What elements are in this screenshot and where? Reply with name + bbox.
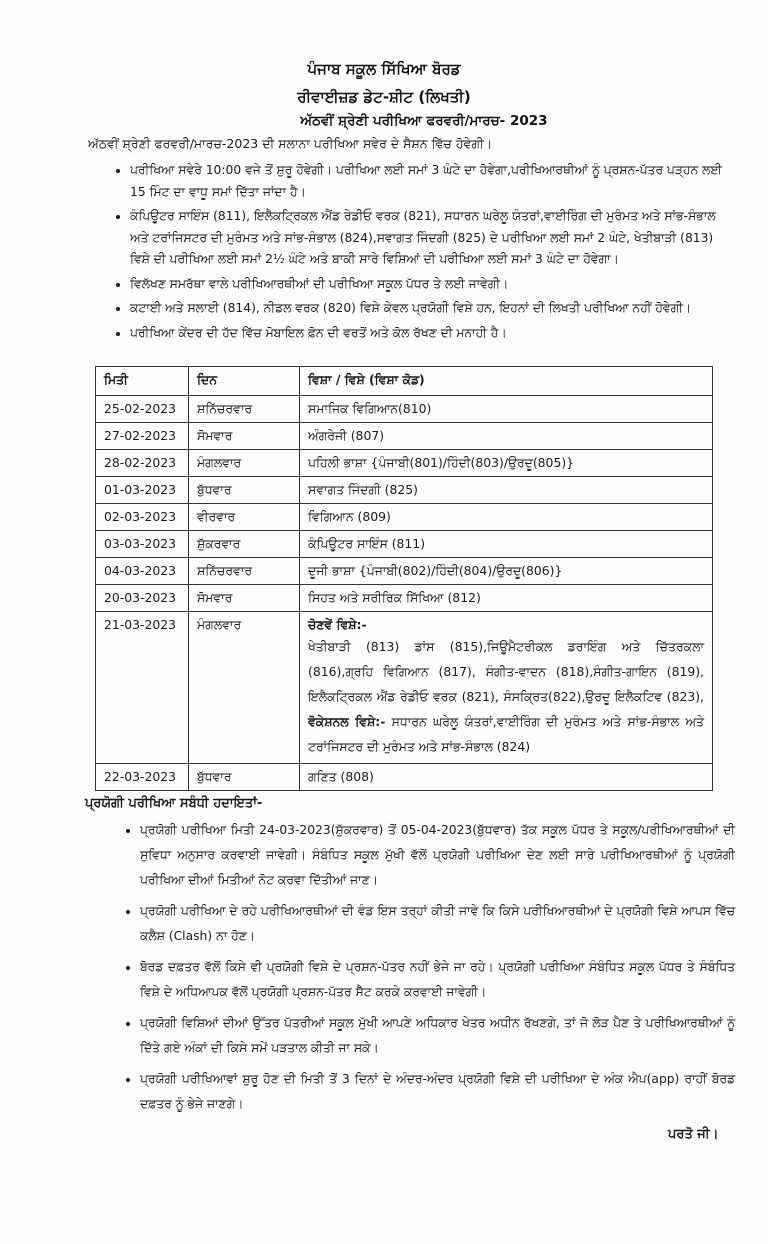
sheet-title: ਰੀਵਾਈਜ਼ਡ ਡੇਟ-ਸ਼ੀਟ (ਲਿਖਤੀ) bbox=[297, 88, 471, 106]
row-subject: ਕੰਪਿਊਟਰ ਸਾਇੰਸ (811) bbox=[300, 531, 713, 558]
row-date: 02-03-2023 bbox=[96, 504, 189, 531]
instruction-item: • ਕੰਪਿਊਟਰ ਸਾਇੰਸ (811), ਇਲੈਕਟ੍ਰਿਕਲ ਐਂਡ ਰੇਡੀਓ ਵਰਕ (821), ਸਧਾਰਨ ਘਰੇਲੂ ਯੰਤਰਾਂ,ਵਾਈਰਿੰਗ ਦੀ ਮੁਰੰਮਤ ਅਤੇ ਸਾਂਭ-ਸੰਭਾਲ ਅਤੇ ਟਰਾਂਜਿਸਟਰ ਦੀ ਮੁਰੰਮਤ ਅਤੇ ਸਾਂਭ-ਸੰਭਾਲ (824),ਸਵਾਗਤ ਜਿੰਦਗੀ (825) ਦੇ ਪਰੀਖਿਆ ਲਈ ਸਮਾਂ 2 ਘੰਟੇ, ਖੇਤੀਬਾੜੀ (813) ਵਿਸ਼ੇ ਦੀ ਪਰੀਖਿਆ ਲਈ ਸਮਾਂ 2½ ਘੰਟੇ ਅਤੇ ਬਾਕੀ ਸਾਰੇ ਵਿਸ਼ਿਆਂ ਦੀ ਪਰੀਖਿਆ ਲਈ ਸਮਾਂ 3 ਘੰਟੇ ਦਾ ਹੋਵੇਗਾ। bbox=[130, 206, 730, 271]
row-subject: ਵਿਗਿਆਨ (809) bbox=[300, 504, 713, 531]
row-day: ਮੰਗਲਵਾਰ bbox=[189, 612, 300, 764]
instruction-item: • ਪਰੀਖਿਆ ਸਵੇਰੇ 10:00 ਵਜੇ ਤੋਂ ਸ਼ੁਰੂ ਹੋਵੇਗੀ। ਪਰੀਖਿਆ ਲਈ ਸਮਾਂ 3 ਘੰਟੇ ਦਾ ਹੋਵੇਗਾ,ਪਰੀਖਿਆਰਥੀਆਂ ਨੂੰ ਪ੍ਰਸ਼ਨ-ਪੱਤਰ ਪੜ੍ਹਨ ਲਈ 15 ਮਿੰਟ ਦਾ ਵਾਧੂ ਸਮਾਂ ਦਿੱਤਾ ਜਾਂਦਾ ਹੈ। bbox=[130, 160, 730, 203]
row-date: 04-03-2023 bbox=[96, 558, 189, 585]
row-day: ਸ਼ਨਿੱਚਰਵਾਰ bbox=[189, 396, 300, 423]
table-row bbox=[96, 423, 713, 450]
practical-instructions-list bbox=[118, 818, 735, 1123]
elective-heading: ਚੋਣਵੇਂ ਵਿਸ਼ੇ:- bbox=[308, 617, 367, 632]
practical-instruction-item: • ਪ੍ਰਯੋਗੀ ਪਰੀਖਿਆ ਮਿਤੀ 24-03-2023(ਸ਼ੁੱਕਰਵਾਰ) ਤੋਂ 05-04-2023(ਬੁੱਧਵਾਰ) ਤੱਕ ਸਕੂਲ ਪੱਧਰ ਤੇ ਸਕੂਲ/ਪਰੀਖਿਆਰਥੀਆਂ ਦੀ ਸੁਵਿਧਾ ਅਨੁਸਾਰ ਕਰਵਾਈ ਜਾਵੇਗੀ। ਸੰਬੰਧਿਤ ਸਕੂਲ ਮੁੱਖੀ ਵੱਲੋਂ ਪ੍ਰਯੋਗੀ ਪਰੀਖਿਆ ਦੇਣ ਲਈ ਸਾਰੇ ਪਰੀਖਿਆਰਥੀਆਂ ਨੂੰ ਪ੍ਰਯੋਗੀ ਪਰੀਖਿਆ ਦੀਆਂ ਮਿਤੀਆਂ ਨੋਟ ਕਰਵਾ ਦਿੱਤੀਆਂ ਜਾਣ। bbox=[140, 818, 735, 893]
elective-subjects bbox=[308, 634, 704, 759]
instruction-item: • ਵਿਲੱਖਣ ਸਮਰੱਥਾ ਵਾਲੇ ਪਰੀਖਿਆਰਥੀਆਂ ਦੀ ਪਰੀਖਿਆ ਸਕੂਲ ਪੱਧਰ ਤੇ ਲਈ ਜਾਵੇਗੀ। bbox=[130, 274, 730, 296]
header-day: ਦਿਨ bbox=[189, 367, 300, 396]
row-date: 27-02-2023 bbox=[96, 423, 189, 450]
elective-subject-list: ਖੇਤੀਬਾੜੀ (813) ਡਾਂਸ (815),ਜਿਊਮੈਟਰੀਕਲ ਡਰਾਇੰਗ ਅਤੇ ਚਿੱਤਰਕਲਾ (816),ਗ੍ਰਹਿ ਵਿਗਿਆਨ (817), ਸੰਗੀਤ-ਵਾਦਨ (818),ਸੰਗੀਤ-ਗਾਇਨ (819), ਇਲੈਕਟ੍ਰਿਕਲ ਐਂਡ ਰੇਡੀਓ ਵਰਕ (821), ਸੰਸਕ੍ਰਿਤ(822),ਉਰਦੂ ਇਲੈਕਟਿਵ (823), bbox=[308, 639, 704, 704]
table-row bbox=[96, 504, 713, 531]
row-subject: ਗਣਿਤ (808) bbox=[300, 764, 713, 791]
row-day: ਸੋਮਵਾਰ bbox=[189, 423, 300, 450]
row-date: 21-03-2023 bbox=[96, 612, 189, 764]
row-subject-electives bbox=[300, 612, 713, 764]
row-day: ਸੋਮਵਾਰ bbox=[189, 585, 300, 612]
table-row bbox=[96, 764, 713, 791]
row-date: 03-03-2023 bbox=[96, 531, 189, 558]
row-day: ਵੀਰਵਾਰ bbox=[189, 504, 300, 531]
table-row bbox=[96, 477, 713, 504]
vocational-subject-list: ਸਧਾਰਨ ਘਰੇਲੂ ਯੰਤਰਾਂ,ਵਾਈਰਿੰਗ ਦੀ ਮੁਰੰਮਤ ਅਤੇ ਸਾਂਭ-ਸੰਭਾਲ ਅਤੇ ਟਰਾਂਜਿਸਟਰ ਦੀ ਮੁਰੰਮਤ ਅਤੇ ਸਾਂਭ-ਸੰਭਾਲ (824) bbox=[308, 714, 704, 754]
table-header-row bbox=[96, 367, 713, 396]
practical-instructions-heading: ਪ੍ਰਯੋਗੀ ਪਰੀਖਿਆ ਸਬੰਧੀ ਹਦਾਇਤਾਂ- bbox=[85, 796, 263, 811]
table-row bbox=[96, 558, 713, 585]
row-day: ਬੁੱਧਵਾਰ bbox=[189, 477, 300, 504]
row-date: 25-02-2023 bbox=[96, 396, 189, 423]
table-row bbox=[96, 396, 713, 423]
date-sheet-table bbox=[95, 366, 713, 791]
table-row bbox=[96, 585, 713, 612]
instructions-list bbox=[108, 160, 730, 347]
please-turn-over: ਪਰਤੋ ਜੀ। bbox=[668, 1127, 719, 1142]
row-day: ਸ਼ਨਿੱਚਰਵਾਰ bbox=[189, 558, 300, 585]
row-day: ਬੁੱਧਵਾਰ bbox=[189, 764, 300, 791]
practical-instruction-item: • ਪ੍ਰਯੋਗੀ ਪਰੀਖਿਆ ਦੇ ਰਹੇ ਪਰੀਖਿਆਰਥੀਆਂ ਦੀ ਵੰਡ ਇਸ ਤਰ੍ਹਾਂ ਕੀਤੀ ਜਾਵੇ ਕਿ ਕਿਸੇ ਪਰੀਖਿਆਰਥੀਆਂ ਦੇ ਪ੍ਰਯੋਗੀ ਵਿਸ਼ੇ ਆਪਸ ਵਿੱਚ ਕਲੈਸ਼ (Clash) ਨਾ ਹੋਣ। bbox=[140, 899, 735, 949]
row-subject: ਅੰਗਰੇਜੀ (807) bbox=[300, 423, 713, 450]
table-row bbox=[96, 450, 713, 477]
header-date: ਮਿਤੀ bbox=[96, 367, 189, 396]
exam-title: ਅੱਠਵੀਂ ਸ਼੍ਰੇਣੀ ਪਰੀਖਿਆ ਫਰਵਰੀ/ਮਾਰਚ- 2023 bbox=[300, 113, 548, 129]
row-date: 20-03-2023 bbox=[96, 585, 189, 612]
board-name: ਪੰਜਾਬ ਸਕੂਲ ਸਿੱਖਿਆ ਬੋਰਡ bbox=[307, 60, 461, 78]
intro-text: ਅੱਠਵੀਂ ਸ਼੍ਰੇਣੀ ਫਰਵਰੀ/ਮਾਰਚ-2023 ਦੀ ਸਲਾਨਾ ਪਰੀਖਿਆ ਸਵੇਰ ਦੇ ਸੈਸ਼ਨ ਵਿੱਚ ਹੋਵੇਗੀ। bbox=[88, 136, 493, 151]
header-subject: ਵਿਸ਼ਾ / ਵਿਸ਼ੇ (ਵਿਸ਼ਾ ਕੋਡ) bbox=[300, 367, 713, 396]
table-row-electives bbox=[96, 612, 713, 764]
row-subject: ਦੂਜੀ ਭਾਸ਼ਾ {ਪੰਜਾਬੀ(802)/ਹਿੰਦੀ(804)/ਉਰਦੂ(806)} bbox=[300, 558, 713, 585]
practical-instruction-item: • ਪ੍ਰਯੋਗੀ ਪਰੀਖਿਆਵਾਂ ਸ਼ੁਰੂ ਹੋਣ ਦੀ ਮਿਤੀ ਤੋਂ 3 ਦਿਨਾਂ ਦੇ ਅੰਦਰ-ਅੰਦਰ ਪ੍ਰਯੋਗੀ ਵਿਸ਼ੇ ਦੀ ਪਰੀਖਿਆ ਦੇ ਅੰਕ ਐਪ(app) ਰਾਹੀਂ ਬੋਰਡ ਦਫ਼ਤਰ ਨੂੰ ਭੇਜੇ ਜਾਣਗੇ। bbox=[140, 1067, 735, 1117]
row-day: ਸ਼ੁੱਕਰਵਾਰ bbox=[189, 531, 300, 558]
practical-instruction-item: • ਪ੍ਰਯੋਗੀ ਵਿਸ਼ਿਆਂ ਦੀਆਂ ਉੱਤਰ ਪੱਤਰੀਆਂ ਸਕੂਲ ਮੁੱਖੀ ਆਪਣੇ ਅਧਿਕਾਰ ਖੇਤਰ ਅਧੀਨ ਰੱਖਣਗੇ, ਤਾਂ ਜੋ ਲੋੜ ਪੈਣ ਤੇ ਪਰੀਖਿਆਰਥੀਆਂ ਨੂੰ ਦਿੱਤੇ ਗਏ ਅੰਕਾਂ ਦੀ ਕਿਸੇ ਸਮੇਂ ਪੜਤਾਲ ਕੀਤੀ ਜਾ ਸਕੇ। bbox=[140, 1011, 735, 1061]
row-subject: ਪਹਿਲੀ ਭਾਸ਼ਾ {ਪੰਜਾਬੀ(801)/ਹਿੰਦੀ(803)/ਉਰਦੂ(805)} bbox=[300, 450, 713, 477]
row-day: ਮੰਗਲਵਾਰ bbox=[189, 450, 300, 477]
row-date: 28-02-2023 bbox=[96, 450, 189, 477]
instruction-item: • ਕਟਾਈ ਅਤੇ ਸਲਾਈ (814), ਨੀਡਲ ਵਰਕ (820) ਵਿਸ਼ੇ ਕੇਵਲ ਪ੍ਰਯੋਗੀ ਵਿਸ਼ੇ ਹਨ, ਇਹਨਾਂ ਦੀ ਲਿਖਤੀ ਪਰੀਖਿਆ ਨਹੀਂ ਹੋਵੇਗੀ। bbox=[130, 298, 730, 320]
row-subject: ਸਮਾਜਿਕ ਵਿਗਿਆਨ(810) bbox=[300, 396, 713, 423]
row-subject: ਸਿਹਤ ਅਤੇ ਸਰੀਰਿਕ ਸਿੱਖਿਆ (812) bbox=[300, 585, 713, 612]
row-subject: ਸਵਾਗਤ ਜਿੰਦਗੀ (825) bbox=[300, 477, 713, 504]
row-date: 22-03-2023 bbox=[96, 764, 189, 791]
practical-instruction-item: • ਬੋਰਡ ਦਫ਼ਤਰ ਵੱਲੋਂ ਕਿਸੇ ਵੀ ਪ੍ਰਯੋਗੀ ਵਿਸ਼ੇ ਦੇ ਪ੍ਰਸ਼ਨ-ਪੱਤਰ ਨਹੀਂ ਭੇਜੇ ਜਾ ਰਹੇ। ਪ੍ਰਯੋਗੀ ਪਰੀਖਿਆ ਸੰਬੰਧਿਤ ਸਕੂਲ ਪੱਧਰ ਤੇ ਸੰਬੰਧਿਤ ਵਿਸ਼ੇ ਦੇ ਅਧਿਆਪਕ ਵੱਲੋਂ ਪ੍ਰਯੋਗੀ ਪ੍ਰਸ਼ਨ-ਪੱਤਰ ਸੈੱਟ ਕਰਕੇ ਕਰਵਾਈ ਜਾਵੇਗੀ। bbox=[140, 955, 735, 1005]
row-date: 01-03-2023 bbox=[96, 477, 189, 504]
vocational-heading: ਵੋਕੇਸ਼ਨਲ ਵਿਸ਼ੇ:- bbox=[308, 714, 386, 729]
table-row bbox=[96, 531, 713, 558]
instruction-item: • ਪਰੀਖਿਆ ਕੇਂਦਰ ਦੀ ਹੱਦ ਵਿੱਚ ਮੋਬਾਇਲ ਫ਼ੋਨ ਦੀ ਵਰਤੋਂ ਅਤੇ ਕੋਲ ਰੱਖਣ ਦੀ ਮਨਾਹੀ ਹੈ। bbox=[130, 323, 730, 345]
